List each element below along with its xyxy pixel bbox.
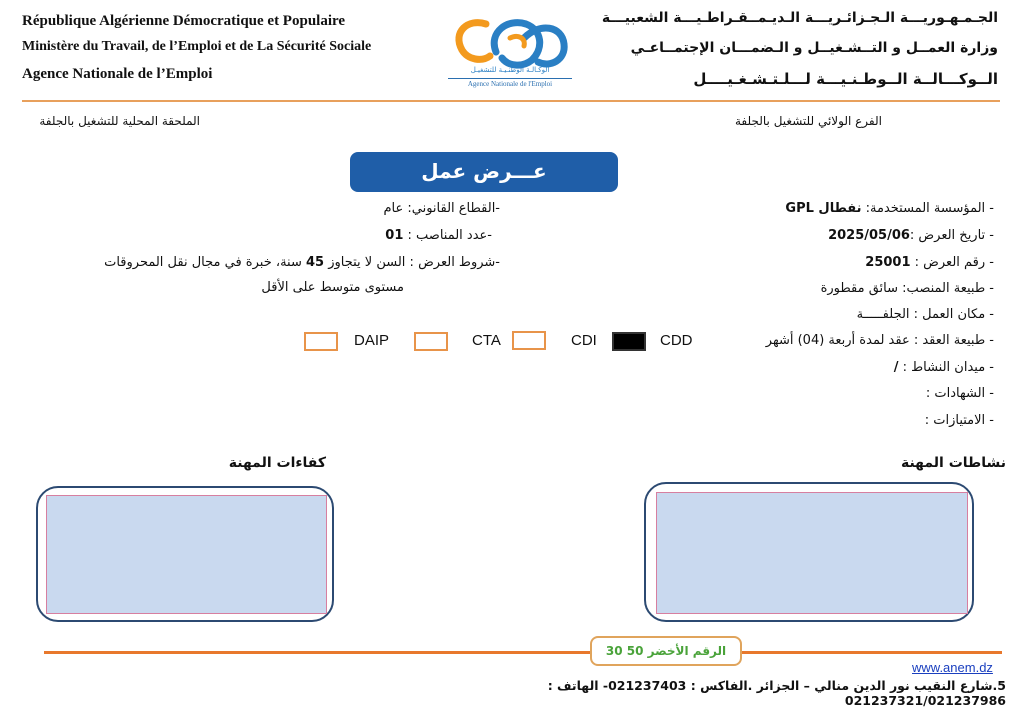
activity-value: / — [893, 360, 899, 375]
field-posts — [260, 228, 492, 243]
employer-value: نفطال GPL — [785, 201, 862, 216]
activity-label: - ميدان النشاط : — [898, 360, 994, 375]
position-value: سائق مقطورة — [820, 281, 899, 296]
header-ar-agency: الــوكـــالــة الــوطـنـيـــة لـــلـتـشـغـيــــل — [693, 70, 998, 88]
field-position — [700, 281, 994, 296]
date-label: - تاريخ العرض : — [909, 228, 994, 243]
conditions-age: 45 — [306, 255, 325, 270]
local-office: الملحقة المحلية للتشغيل بالجلفة — [39, 114, 200, 128]
field-activity — [700, 360, 994, 375]
location-value: الجلفـــــة — [856, 307, 910, 322]
contract-type-cdd-label: CDD — [660, 332, 693, 349]
field-offer-date — [700, 228, 994, 243]
header-fr-republic: République Algérienne Démocratique et Populaire — [22, 13, 346, 29]
sector-value: عام — [383, 201, 404, 216]
header-ar-republic: الجـمـهـوريـــة الـجـزائـريـــة الـديـمــقـراطـيـــة الشعبيـــة — [601, 10, 998, 26]
footer-divider-left — [44, 651, 590, 654]
offer-title: عـــرض عمل — [350, 152, 618, 192]
contract-type-daip-checkbox[interactable] — [304, 332, 338, 351]
conditions-label: -شروط العرض : — [405, 255, 500, 270]
field-offer-number — [700, 255, 994, 270]
contract-label: - طبيعة العقد : — [909, 333, 994, 348]
contract-value: عقد لمدة أربعة (04) أشهر — [765, 333, 910, 348]
competencies-title: كفاءات المهنة — [228, 455, 326, 471]
number-label: - رقم العرض : — [910, 255, 994, 270]
field-contract — [700, 333, 994, 348]
contract-type-cdi-checkbox[interactable] — [512, 331, 546, 350]
header-fr-ministry: Ministère du Travail, de l’Emploi et de La Sécurité Sociale — [22, 39, 372, 54]
field-legal-sector — [260, 201, 500, 216]
number-value: 25001 — [865, 255, 911, 270]
activities-box[interactable] — [656, 492, 968, 614]
field-conditions-line2: مستوى متوسط على الأقل — [261, 280, 404, 295]
footer-address: 5.شارع النقيب نور الدين منالي – الجزائر .الفاكس : 021237403- الهاتف : 021237321/021237986 — [547, 678, 1006, 708]
date-value: 2025/05/06 — [828, 228, 910, 243]
regional-branch: الفرع الولائي للتشغيل بالجلفة — [735, 114, 882, 128]
activities-title: نشاطات المهنة — [900, 455, 1006, 471]
contract-type-daip-label: DAIP — [354, 332, 390, 349]
field-location — [700, 307, 994, 322]
conditions-pre: السن لا يتجاوز — [324, 255, 406, 270]
field-privileges: - الامتيازات : — [924, 413, 994, 428]
competencies-box[interactable] — [46, 495, 327, 614]
header-fr-agency: Agence Nationale de l’Emploi — [22, 66, 213, 82]
employer-label: - المؤسسة المستخدمة: — [861, 201, 994, 216]
logo-arabic-text: الوكـالـة الوطنـيـة للتشغيـل — [470, 66, 550, 74]
contract-type-cdi-label: CDI — [571, 332, 597, 349]
sector-label: -القطاع القانوني: — [403, 201, 500, 216]
header-divider — [22, 100, 1000, 102]
field-conditions — [100, 255, 500, 270]
logo-french-text: Agence Nationale de l'Emploi — [448, 78, 572, 88]
conditions-post: سنة، خبرة في مجال نقل المحروقات — [104, 255, 306, 270]
green-number-badge: الرقم الأخضر 50 30 — [590, 636, 742, 666]
footer-divider-right — [742, 651, 1002, 654]
field-degrees: - الشهادات : — [925, 386, 994, 401]
contract-type-cta-checkbox[interactable] — [414, 332, 448, 351]
header-ar-ministry: وزارة العمــل و التــشـغيــل و الـضمـــان الإجتمــاعـي — [630, 40, 998, 56]
location-label: - مكان العمل : — [909, 307, 994, 322]
posts-label: -عدد المناصب : — [403, 228, 492, 243]
contract-type-cdd-checkbox[interactable] — [612, 332, 646, 351]
contract-type-cta-label: CTA — [472, 332, 501, 349]
posts-value: 01 — [385, 228, 404, 243]
website-link[interactable]: www.anem.dz — [912, 660, 993, 675]
field-employer — [700, 201, 994, 216]
position-label: - طبيعة المنصب: — [898, 281, 994, 296]
